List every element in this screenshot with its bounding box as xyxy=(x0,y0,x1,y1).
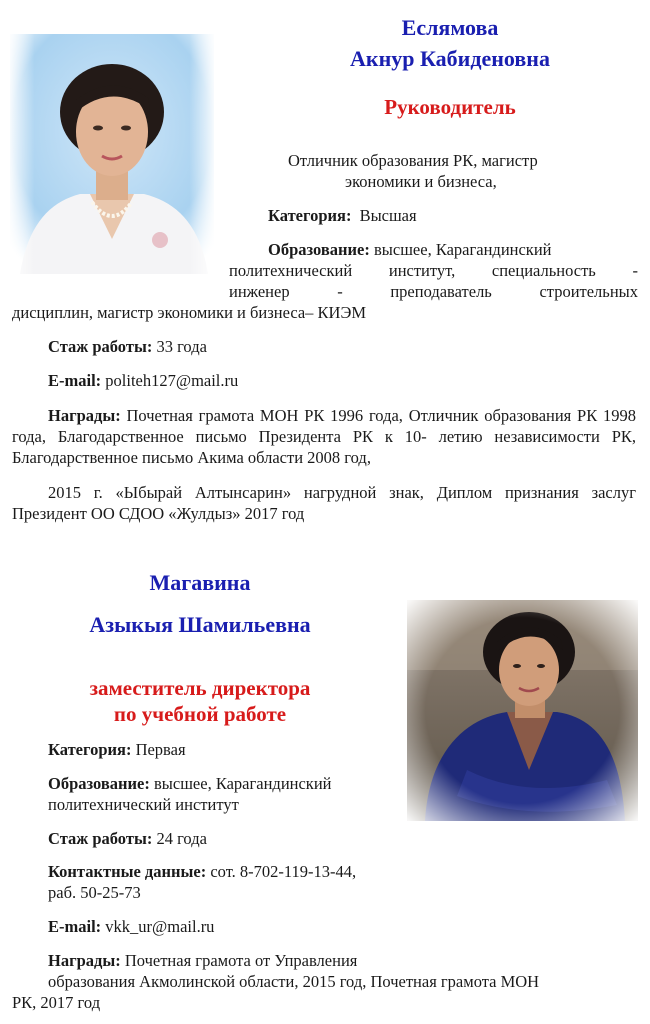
person2-contact-line1: сот. 8-702-119-13-44, xyxy=(210,862,357,881)
person2-contact-label: Контактные данные: xyxy=(48,862,207,881)
person2-experience xyxy=(48,828,388,849)
person2-awards-label: Награды: xyxy=(48,951,121,970)
person1-education-line2: политехнический институт, специальность - xyxy=(229,261,638,280)
person1-experience xyxy=(48,336,448,357)
portrait-photo-2 xyxy=(407,600,638,821)
person2-role-line2: по учебной работе xyxy=(113,702,287,726)
person2-education-label: Образование: xyxy=(48,774,150,793)
person1-education-label: Образование: xyxy=(268,240,370,259)
person2-email-value: vkk_ur@mail.ru xyxy=(105,917,215,936)
person2-awards-line2: образования Акмолинской области, 2015 год, Почетная грамота МОН xyxy=(48,972,540,991)
person1-education-line1 xyxy=(268,239,638,260)
portrait-photo-1 xyxy=(10,34,214,274)
person2-role-line1: заместитель директора xyxy=(89,676,311,700)
person1-experience-value: 33 года xyxy=(156,337,207,356)
person2-email-label: E-mail: xyxy=(48,917,102,936)
person2-contact xyxy=(48,861,408,903)
person1-role: Руководитель xyxy=(384,95,516,119)
person1-awards xyxy=(12,405,636,468)
person2-awards-line3: РК, 2017 год xyxy=(12,993,101,1012)
person1-email xyxy=(48,370,448,391)
person1-education-line3: инженер - преподаватель строительных xyxy=(229,282,638,301)
person1-distinction-line1: Отличник образования РК, магистр xyxy=(288,151,538,170)
person1-given-names: Акнур Кабиденовна xyxy=(350,46,550,71)
person2-awards-line1: Почетная грамота от Управления xyxy=(124,951,358,970)
person2-awards xyxy=(12,950,638,1013)
person2-given-names: Азыкыя Шамильевна xyxy=(89,612,311,637)
person2-experience-label: Стаж работы: xyxy=(48,829,153,848)
person1-category-value: Высшая xyxy=(359,206,417,225)
person1-email-label: E-mail: xyxy=(48,371,102,390)
person2-contact-line2: раб. 50-25-73 xyxy=(48,883,141,902)
person1-education-head: высшее, Карагандинский xyxy=(374,240,552,259)
person1-email-value: politeh127@mail.ru xyxy=(105,371,239,390)
person2-category-label: Категория: xyxy=(48,740,132,759)
person1-experience-label: Стаж работы: xyxy=(48,337,153,356)
person1-education-line4: дисциплин, магистр экономики и бизнеса– КИЭМ xyxy=(12,303,367,322)
person2-category xyxy=(48,739,388,760)
person1-category-label: Категория: xyxy=(268,206,352,225)
person2-experience-value: 24 года xyxy=(156,829,207,848)
person2-education xyxy=(48,773,398,815)
person1-category xyxy=(268,205,568,226)
person2-education-line1: высшее, Карагандинский xyxy=(154,774,332,793)
person1-awards-text: Почетная грамота МОН РК 1996 года, Отличник образования РК 1998 года, Благодарственное письмо Президента РК к 10- летию независимости РК, Благодарственное письмо Акима области 2008 год, xyxy=(12,406,637,467)
person2-email xyxy=(48,916,388,937)
person2-category-value: Первая xyxy=(135,740,186,759)
person1-awards-label: Награды: xyxy=(48,406,121,425)
person1-distinction-line2: экономики и бизнеса, xyxy=(345,172,497,191)
person1-awards-continued: 2015 г. «Ыбырай Алтынсарин» нагрудной знак, Диплом признания заслуг Президент ОО СДОО «Жулдыз» 2017 год xyxy=(12,483,636,523)
person2-surname: Магавина xyxy=(149,570,251,595)
person1-surname: Еслямова xyxy=(401,15,499,40)
person2-education-line2: политехнический институт xyxy=(48,795,239,814)
